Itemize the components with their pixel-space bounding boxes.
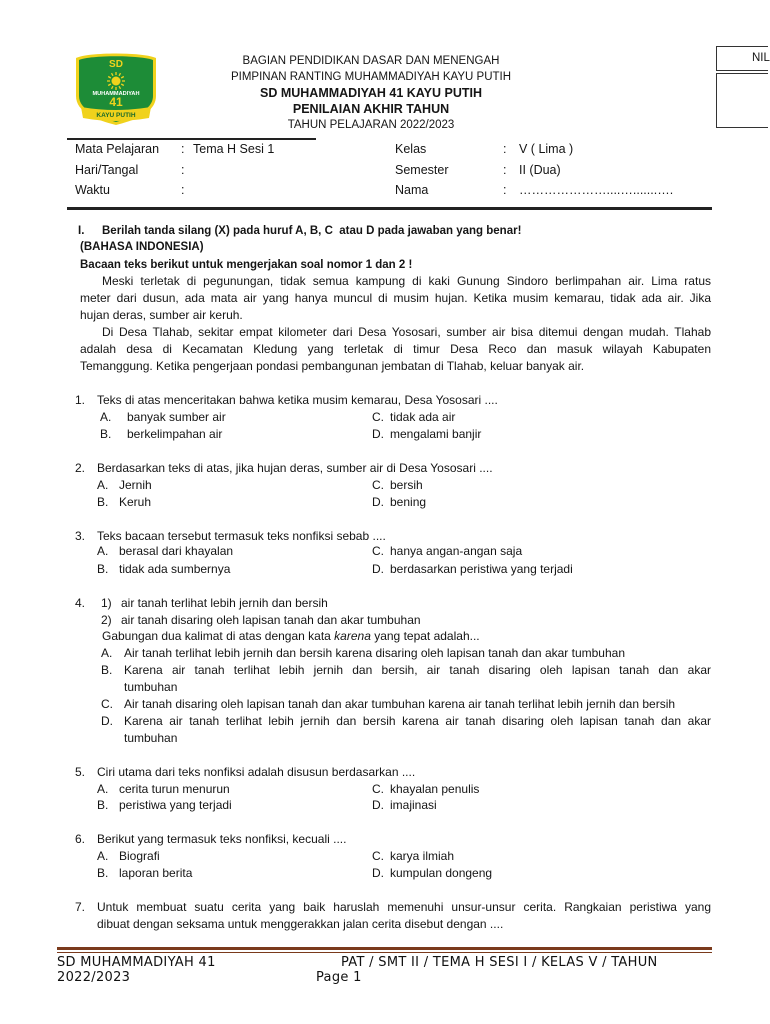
option-text: karya ilmiah xyxy=(390,849,455,863)
info-separator: : xyxy=(181,142,185,156)
option-letter: B. xyxy=(100,427,112,441)
header-exam-title: PENILAIAN AKHIR TAHUN xyxy=(292,102,450,116)
header-underline xyxy=(67,138,316,140)
info-label-date: Hari/Tangal xyxy=(75,163,139,177)
option-text: berdasarkan peristiwa yang terjadi xyxy=(390,562,573,576)
passage-line: Meski terletak di pegunungan, tidak semua kampung di kaki Gunung Sindoro berlimpahan air. Lima ratus xyxy=(102,274,711,288)
option-text: mengalami banjir xyxy=(390,427,482,441)
question-number: 2. xyxy=(75,461,86,475)
option-letter: A. xyxy=(97,544,109,558)
question-text: Teks bacaan tersebut termasuk teks nonfiksi sebab .... xyxy=(97,529,386,543)
question-text: Berdasarkan teks di atas, jika hujan deras, sumber air di Desa Yososari .... xyxy=(97,461,493,475)
option-letter: B. xyxy=(97,495,109,509)
option-text: tidak ada sumbernya xyxy=(119,562,231,576)
info-label-time: Waktu xyxy=(75,183,110,197)
statement-text: air tanah terlihat lebih jernih dan bersih xyxy=(121,596,328,610)
option-text: Jernih xyxy=(119,478,152,492)
info-label-semester: Semester xyxy=(395,163,449,177)
option-text: berkelimpahan air xyxy=(127,427,223,441)
question-text: Teks di atas menceritakan bahwa ketika musim kemarau, Desa Yososari .... xyxy=(97,393,498,407)
option-letter: C. xyxy=(101,697,113,711)
option-text: banyak sumber air xyxy=(127,410,226,424)
passage-line: Di Desa Tlahab, sekitar empat kilometer dari Desa Yososari, sumber air bisa ditemui dengan mudah. Tlahab xyxy=(102,325,711,339)
option-letter: D. xyxy=(372,562,384,576)
option-text: bening xyxy=(390,495,427,509)
footer-doc-info: PAT / SMT II / TEMA H SESI I / KELAS V / TAHUN xyxy=(341,955,658,970)
info-separator: : xyxy=(503,183,507,197)
option-letter: B. xyxy=(97,866,109,880)
header-school-name: SD MUHAMMADIYAH 41 KAYU PUTIH xyxy=(259,86,483,100)
school-logo xyxy=(74,50,158,126)
option-text: bersih xyxy=(390,478,423,492)
statement-marker: 2) xyxy=(101,613,112,627)
score-box xyxy=(716,73,768,128)
option-text: berasal dari khayalan xyxy=(119,544,234,558)
option-letter: D. xyxy=(372,427,384,441)
info-value-semester: II (Dua) xyxy=(519,163,561,177)
question-text: Berikut yang termasuk teks nonfiksi, kecuali .... xyxy=(97,832,347,846)
passage-line: adalah desa di Kecamatan Kledung yang terletak di timur Desa Reco dan masuk wilayah Kabupaten xyxy=(80,342,711,356)
info-value-name-blank: …………………....….......…. xyxy=(519,183,674,197)
score-label-box xyxy=(716,46,768,71)
option-letter: B. xyxy=(97,562,109,576)
option-text: Keruh xyxy=(119,495,152,509)
option-text: hanya angan-angan saja xyxy=(390,544,523,558)
footer-rule-thin xyxy=(57,952,712,953)
statement-marker: 1) xyxy=(101,596,112,610)
info-value-subject: Tema H Sesi 1 xyxy=(193,142,275,156)
option-letter: D. xyxy=(372,798,384,812)
reading-prompt: Bacaan teks berikut untuk mengerjakan soal nomor 1 dan 2 ! xyxy=(80,259,413,271)
option-letter: A. xyxy=(97,849,109,863)
passage-line: meter dari dusun, ada mata air yang hanya muncul di musim hujan. Ketika musim kemarau, tidak ada air. Jika xyxy=(80,291,711,305)
info-separator: : xyxy=(181,163,185,177)
option-letter: A. xyxy=(97,478,109,492)
option-letter: D. xyxy=(372,495,384,509)
info-separator: : xyxy=(503,142,507,156)
question-number: 3. xyxy=(75,529,86,543)
option-text: khayalan penulis xyxy=(390,782,480,796)
option-text: Biografi xyxy=(119,849,160,863)
info-separator: : xyxy=(181,183,185,197)
logo-text-banner: KAYU PUTIH xyxy=(96,112,136,119)
prompt-before: Gabungan dua kalimat di atas dengan kata xyxy=(102,629,335,643)
statement-text: air tanah disaring oleh lapisan tanah dan akar tumbuhan xyxy=(121,613,421,627)
question-number: 7. xyxy=(75,900,86,914)
passage-line: hujan deras, sumber air keruh. xyxy=(80,308,243,322)
option-text: Air tanah disaring oleh lapisan tanah dan akar tumbuhan karena air tanah terlihat lebih jernih dan bersih xyxy=(124,697,676,711)
option-letter: C. xyxy=(372,849,384,863)
logo-text-number: 41 xyxy=(109,95,123,109)
question-text: dibuat dengan seksama untuk menggerakkan jalan cerita disebut dengan .... xyxy=(97,917,504,931)
footer-year: 2022/2023 xyxy=(57,970,131,985)
option-letter: A. xyxy=(97,782,109,796)
passage-line: Temanggung. Ketika pengerjaan pondasi pembangunan jembatan di Tlahab, keluar banyak air. xyxy=(80,359,585,373)
info-label-subject: Mata Pelajaran xyxy=(75,142,160,156)
info-value-class: V ( Lima ) xyxy=(519,142,574,156)
prompt-emphasis: karena xyxy=(334,629,371,643)
option-text: laporan berita xyxy=(119,866,193,880)
option-text: cerita turun menurun xyxy=(119,782,230,796)
option-letter: D. xyxy=(372,866,384,880)
info-divider xyxy=(67,207,712,210)
option-letter: B. xyxy=(97,798,109,812)
option-letter: C. xyxy=(372,478,384,492)
section-instruction: Berilah tanda silang (X) pada huruf A, B, C atau D pada jawaban yang benar! xyxy=(102,225,522,237)
question-text: Untuk membuat suatu cerita yang baik haruslah memenuhi unsur-unsur cerita. Rangkaian peristiwa yang xyxy=(97,900,711,914)
option-text: Karena air tanah terlihat lebih jernih dan bersih karena air tanah disaring oleh lapisan tanah dan akar xyxy=(124,714,711,728)
question-prompt xyxy=(102,629,480,643)
header-school-year: TAHUN PELAJARAN 2022/2023 xyxy=(287,119,455,131)
option-text: imajinasi xyxy=(390,798,437,812)
prompt-after: yang tepat adalah... xyxy=(370,629,480,643)
option-text: peristiwa yang terjadi xyxy=(119,798,232,812)
option-text: Air tanah terlihat lebih jernih dan bersih karena disaring oleh lapisan tanah dan akar tumbuhan xyxy=(124,646,625,660)
option-text: kumpulan dongeng xyxy=(390,866,493,880)
question-text: Ciri utama dari teks nonfiksi adalah disusun berdasarkan .... xyxy=(97,765,416,779)
option-letter: B. xyxy=(101,663,113,677)
footer-page-number: Page 1 xyxy=(316,970,362,985)
info-separator: : xyxy=(503,163,507,177)
section-subject: (BAHASA INDONESIA) xyxy=(80,241,204,253)
info-label-name: Nama xyxy=(395,183,429,197)
option-text: Karena air tanah terlihat lebih jernih dan bersih, air tanah disaring oleh lapisan tanah dan akar xyxy=(124,663,711,677)
info-label-class: Kelas xyxy=(395,142,427,156)
question-number: 4. xyxy=(75,596,86,610)
option-text: tumbuhan xyxy=(124,731,178,745)
option-letter: C. xyxy=(372,782,384,796)
question-number: 1. xyxy=(75,393,86,407)
header-branch-line: PIMPINAN RANTING MUHAMMADIYAH KAYU PUTIH xyxy=(230,71,512,83)
footer-school: SD MUHAMMADIYAH 41 xyxy=(57,955,216,970)
option-letter: D. xyxy=(101,714,113,728)
option-text: tumbuhan xyxy=(124,680,178,694)
header-org-line: BAGIAN PENDIDIKAN DASAR DAN MENENGAH xyxy=(242,55,500,67)
footer-rule-thick xyxy=(57,947,712,950)
logo-text-sd: SD xyxy=(109,59,123,70)
logo-text-name: MUHAMMADIYAH xyxy=(92,91,140,97)
section-number: I. xyxy=(78,225,85,237)
option-letter: C. xyxy=(372,410,384,424)
question-number: 5. xyxy=(75,765,86,779)
option-letter: A. xyxy=(101,646,113,660)
question-number: 6. xyxy=(75,832,86,846)
option-letter: C. xyxy=(372,544,384,558)
score-label: NIL xyxy=(752,52,770,64)
option-text: tidak ada air xyxy=(390,410,456,424)
option-letter: A. xyxy=(100,410,112,424)
